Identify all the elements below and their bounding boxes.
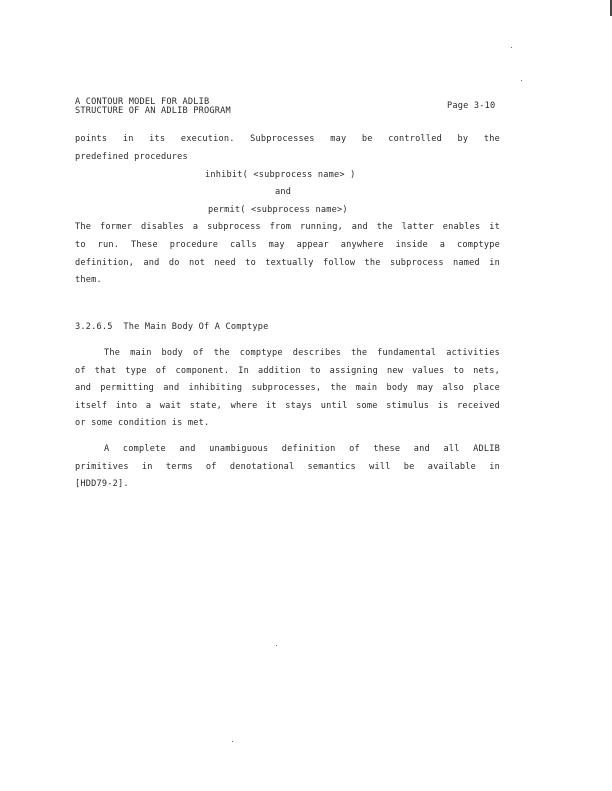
scan-speck — [521, 80, 522, 81]
body-text-line: and permitting and inhibiting subprocesses, the main body may also place — [75, 383, 500, 393]
body-text-line: or some condition is met. — [75, 418, 210, 428]
body-text-line: The former disables a subprocess from running, and the latter enables it — [75, 222, 500, 232]
body-text-line: The main body of the comptype describes the fundamental activities — [104, 348, 500, 358]
body-text-line: itself into a wait state, where it stays until some stimulus is received — [75, 401, 500, 411]
body-text-line: primitives in terms of denotational semantics will be available in — [75, 462, 500, 472]
body-text-line: predefined procedures — [75, 152, 188, 162]
code-line-inhibit: inhibit( <subprocess name> ) — [205, 170, 356, 180]
body-text-line: of that type of component. In addition to assigning new values to nets, — [75, 366, 500, 376]
scan-speck — [511, 47, 512, 48]
body-text-line: to run. These procedure calls may appear anywhere inside a comptype — [75, 240, 500, 250]
code-line-and: and — [275, 187, 292, 197]
header-title-line1: A CONTOUR MODEL FOR ADLIB — [75, 97, 210, 107]
body-text-line: them. — [75, 275, 102, 285]
page-number: Page 3-10 — [447, 101, 496, 111]
body-text-line: points in its execution. Subprocesses may be controlled by the — [75, 134, 500, 144]
body-text-line: A complete and unambiguous definition of these and all ADLIB — [104, 444, 500, 454]
section-heading: 3.2.6.5 The Main Body Of A Comptype — [75, 322, 269, 332]
body-text-line: [HDD79-2]. — [75, 479, 129, 489]
header-title-line2: STRUCTURE OF AN ADLIB PROGRAM — [75, 106, 231, 116]
code-line-permit: permit( <subprocess name>) — [208, 205, 348, 215]
scan-speck — [276, 645, 277, 646]
scan-speck — [232, 741, 233, 742]
body-text-line: definition, and do not need to textually follow the subprocess named in — [75, 258, 500, 268]
